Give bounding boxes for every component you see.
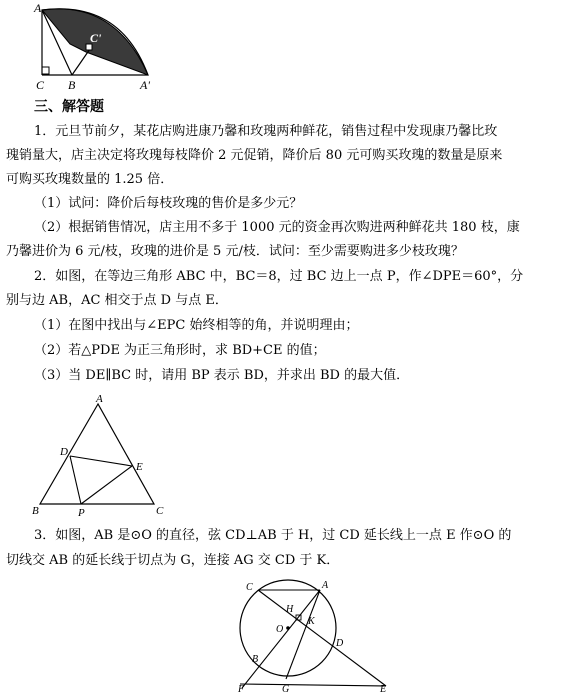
label-E: E [380,684,387,693]
section-heading: 三、解答题 [34,99,104,115]
q2-part1: （1）在图中找出与∠EPC 始终相等的角，并说明理由； [34,318,359,333]
segment-PD [70,456,81,504]
label-E: E [136,461,143,473]
q1-line3: 可购买玫瑰数量的 1.25 倍． [6,172,174,187]
label-H: H [286,604,294,615]
label-C-prime: C' [90,31,102,45]
label-D: D [60,446,68,458]
right-angle-mark-C [42,67,49,74]
label-D: D [336,638,344,649]
label-C: C [36,78,45,92]
q1-line2: 瑰销量大，店主决定将玫瑰每枝降价 2 元促销，降价后 80 元可购买玫瑰的数量是原来 [6,148,503,163]
label-K: K [308,616,315,627]
q2-line1: 2．如图，在等边三角形 ABC 中，BC＝8，过 BC 边上一点 P，作∠DPE＝60°，分 [34,269,524,284]
label-B: B [252,654,259,665]
q1-part1: （1）试问：降价后每枝玫瑰的售价是多少元？ [34,196,303,211]
label-P: P [78,507,85,518]
label-B: B [68,78,76,92]
figure-2-triangle [26,392,176,518]
q2-part2: （2）若△PDE 为正三角形时，求 BD+CE 的值； [34,343,326,358]
label-O: O [276,624,284,635]
label-A: A [322,580,329,591]
figure-1-sector [20,0,170,92]
triangle-ABC [40,404,154,504]
label-A-prime: A' [140,78,150,92]
q3-line1: 3．如图，AB 是⊙O 的直径，弦 CD⊥AB 于 H，过 CD 延长线上一点 E 作⊙O 的 [34,528,512,543]
figure-3-circle [230,576,400,693]
label-A: A [96,393,103,405]
segment-PE [81,466,132,504]
diameter-AB-extended [242,590,320,688]
q2-line2: 别与边 AB，AC 相交于点 D 与点 E． [6,293,228,308]
label-G: G [282,684,290,693]
label-B: B [32,505,39,517]
q3-line2: 切线交 AB 的延长线于切点为 G，连接 AG 交 CD 于 K． [6,553,340,568]
label-A: A [34,1,42,15]
center-O-dot [286,626,290,630]
q2-part3: （3）当 DE∥BC 时，请用 BP 表示 BD，并求出 BD 的最大值． [34,368,410,383]
line-FE [240,684,386,686]
label-C: C [156,505,164,517]
label-C: C [246,582,253,593]
label-F: F [238,684,245,693]
q1-part2-line2: 乃馨进价为 6 元/枝，玫瑰的进价是 5 元/枝．试问：至少需要购进多少枝玫瑰？ [6,244,464,259]
segment-DE [70,456,132,466]
q1-part2-line1: （2）根据销售情况，店主用不多于 1000 元的资金再次购进两种鲜花共 180 枝，康 [34,220,520,235]
segment-CE [258,590,386,686]
q1-line1: 1．元旦节前夕，某花店购进康乃馨和玫瑰两种鲜花，销售过程中发现康乃馨比玫 [34,124,498,139]
